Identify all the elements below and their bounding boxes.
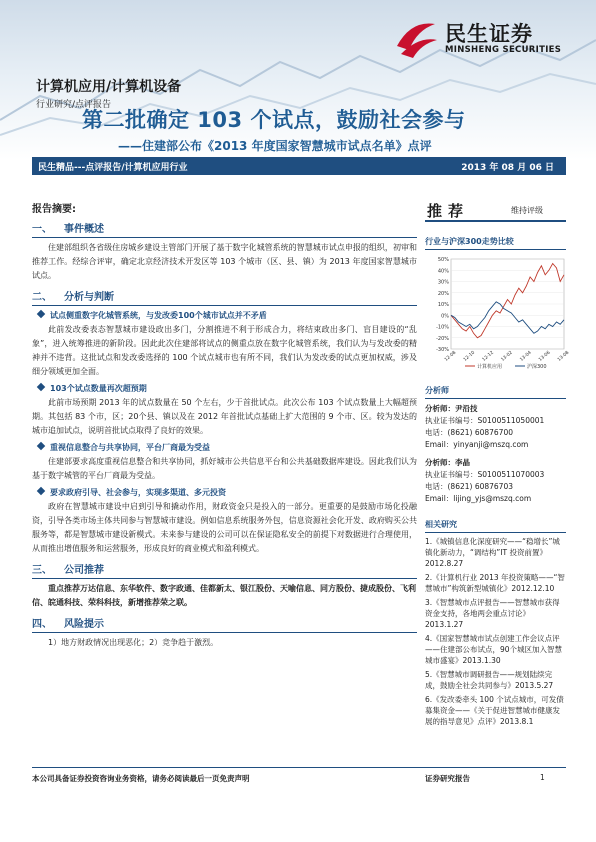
recommend-paragraph: 重点推荐万达信息、东华软件、数字政通、佳都新太、银江股份、天喻信息、同方股份、捷成股份、飞利信、皖通科技、荣科科技，新增推荐荣之联。 bbox=[32, 584, 416, 607]
x-tick-label: 13-04 bbox=[519, 350, 533, 363]
analyst-email[interactable]: Email：lijing_yjs@mszq.com bbox=[425, 494, 532, 503]
report-date: 2013 年 08 月 06 日 bbox=[461, 163, 554, 173]
analyst-cert: 执业证书编号：S0100511050001 bbox=[425, 416, 545, 425]
brand-name-en: MINSHENG SECURITIES bbox=[445, 45, 562, 55]
section-title: 分析与判断 bbox=[64, 292, 114, 303]
subheading-text: 要求政府引导、社会参与，实现多渠道、多元投资 bbox=[50, 488, 226, 497]
related-item[interactable]: 2.《计算机行业 2013 年投资策略——“智慧城市”构筑新型城镇化》2012.12.10 bbox=[425, 573, 565, 593]
analyst-phone: 电话：(8621) 60876700 bbox=[425, 428, 513, 437]
y-tick-label: 30% bbox=[437, 279, 449, 286]
diamond-bullet-icon bbox=[37, 442, 45, 450]
section-heading-recommend bbox=[32, 560, 417, 579]
analysis-paragraph: 此前市场预期 2013 年的试点数量在 50 个左右，少于首批试点。此次公布 103 个试点数量上大幅超预期。其包括 83 个市，区；20个县、镇以及在 2012 年首批试点基础上扩大范围的 9 个市、区。较为发达的城市追加试点，说明首批试点取得了良好的效果。 bbox=[32, 398, 417, 435]
subheading-text: 103个试点数量再次超预期 bbox=[50, 384, 147, 393]
analysis-paragraph: 此前发改委表态智慧城市建设政出多门，分割推进不利于形成合力，将结束政出多门、盲目建设的“乱象”，进入统筹推进的新阶段。因此此次住建部将试点的侧重点放在数字化城管系统，我们认为与发改委的精神并不违背。这批试点和发改委选择的 100 个试点城市也有所不同，我们认为发改委的试点更加权威，涉及细分领域更加全面。 bbox=[32, 325, 417, 376]
related-list bbox=[425, 536, 566, 727]
analyst-label: 分析师： bbox=[425, 458, 455, 467]
analysis-subheading bbox=[32, 309, 417, 323]
page-number: 1 bbox=[540, 773, 545, 782]
diamond-bullet-icon bbox=[37, 310, 45, 318]
footer-label: 证券研究报告 bbox=[425, 774, 470, 783]
related-item[interactable]: 4.《国家智慧城市试点创建工作会议点评——住建部公布试点，90个城区加入智慧城市盛宴》2013.1.30 bbox=[425, 634, 563, 665]
footer-disclaimer: 本公司具备证券投资咨询业务资格，请务必阅读最后一页免责声明 bbox=[32, 774, 250, 783]
section-heading-risk bbox=[32, 614, 417, 633]
analysis-paragraph: 住建部要求高度重视信息整合和共享协同，抓好城市公共信息平台和公共基础数据库建设。因此我们认为基于数字城管的平台厂商最为受益。 bbox=[32, 457, 417, 480]
diamond-bullet-icon bbox=[37, 487, 45, 495]
page-title: 第二批确定 103 个试点，鼓励社会参与 bbox=[82, 108, 466, 132]
y-tick-label: 50% bbox=[437, 257, 449, 263]
analyst-card bbox=[425, 403, 566, 451]
brand-logo-icon bbox=[391, 16, 439, 60]
analysis-subheading bbox=[32, 486, 417, 500]
analyst-cert: 执业证书编号：S0100511070003 bbox=[425, 470, 545, 479]
analysts-heading: 分析师 bbox=[425, 385, 566, 399]
analyst-name bbox=[425, 403, 566, 415]
diamond-bullet-icon bbox=[37, 383, 45, 391]
x-tick-label: 12-10 bbox=[462, 350, 477, 363]
analyst-phone: 电话：(8621) 60876703 bbox=[425, 482, 513, 491]
related-item[interactable]: 5.《智慧城市调研报告——规划陆续完成，鼓励全社会共同参与》2013.5.27 bbox=[425, 670, 554, 690]
page-subtitle: ——住建部公布《2013 年度国家智慧城市试点名单》点评 bbox=[118, 139, 432, 153]
trend-heading: 行业与沪深300走势比较 bbox=[425, 236, 566, 250]
related-item[interactable]: 6.《发改委牵头 100 个试点城市，可发债募集资金——《关于促进智慧城市健康发展的指导意见》点评》2013.8.1 bbox=[425, 695, 564, 726]
analyst-label: 分析师： bbox=[425, 404, 455, 413]
trend-chart bbox=[425, 253, 571, 373]
section-number: 四、 bbox=[32, 619, 52, 630]
brand-name: 民生证券 bbox=[445, 22, 533, 46]
related-item[interactable]: 1.《城镇信息化深度研究——“稳增长”城镇化新动力，“调结构”IT 投资前置》2012.8.27 bbox=[425, 537, 560, 568]
related-heading: 相关研究 bbox=[425, 519, 566, 533]
main-content bbox=[32, 200, 417, 650]
industry-label: 计算机应用/计算机设备 bbox=[36, 79, 182, 95]
section-number: 三、 bbox=[32, 565, 52, 576]
report-type: 行业研究/点评报告 bbox=[36, 100, 112, 110]
y-tick-label: 20% bbox=[437, 290, 449, 297]
brand-logo bbox=[391, 14, 576, 64]
rating-note: 维持评级 bbox=[511, 206, 543, 215]
header-bar bbox=[32, 157, 566, 175]
section-heading-event bbox=[32, 219, 417, 238]
section-heading-analysis bbox=[32, 287, 417, 306]
header-bar-label: 民生精品---点评报告/计算机应用行业 bbox=[38, 163, 188, 173]
y-tick-label: 0% bbox=[441, 313, 449, 320]
rating-box bbox=[425, 196, 566, 222]
section-title: 风险提示 bbox=[64, 619, 104, 630]
analysis-subheading bbox=[32, 441, 417, 455]
legend-label: 计算机应用 bbox=[477, 364, 503, 370]
subheading-text: 试点侧重数字化城管系统，与发改委100个城市试点并不矛盾 bbox=[50, 311, 267, 320]
section-paragraph: 住建部组织各省级住房城乡建设主管部门开展了基于数字化城管系统的智慧城市试点申报的组织，初审和推荐工作。经综合评审，确定北京经济技术开发区等 103 个城市（区、县、镇）为 2013 年度国家智慧城市试点。 bbox=[32, 243, 417, 280]
analysis-paragraph: 政府在智慧城市建设中启到引导和撬动作用，财政资金只是投入的一部分。更重要的是鼓励市场化投融资，引导各类市场主体共同参与智慧城市建设。例如信息系统服务外包，信息资源社会化开发、政府购买公共服务等，都是智慧城市建设新模式。未来参与建设的公司可以在保证隐私安全的前提下对数据进行合理使用，从而推出增值服务和运营服务，形成良好的商业模式和盈利模式。 bbox=[32, 502, 417, 553]
y-tick-label: 40% bbox=[437, 268, 449, 275]
sidebar bbox=[425, 196, 571, 727]
subheading-text: 重视信息整合与共享协同，平台厂商最为受益 bbox=[50, 443, 210, 452]
section-number: 一、 bbox=[32, 224, 52, 235]
y-tick-label: -10% bbox=[436, 324, 449, 331]
rating-value: 推荐 bbox=[427, 202, 470, 220]
section-title: 公司推荐 bbox=[64, 565, 104, 576]
footer-divider bbox=[32, 767, 566, 768]
analyst-name-value: 尹沿技 bbox=[455, 404, 478, 413]
y-tick-label: 10% bbox=[437, 302, 449, 308]
analyst-name bbox=[425, 457, 566, 469]
analysis-subheading bbox=[32, 382, 417, 396]
related-item[interactable]: 3.《智慧城市点评报告——智慧城市获得资金支持，各地两会重点讨论》2013.1.27 bbox=[425, 598, 560, 629]
x-tick-label: 13-08 bbox=[557, 350, 571, 363]
y-tick-label: -30% bbox=[436, 347, 449, 353]
x-tick-label: 12-08 bbox=[444, 350, 458, 363]
section-number: 二、 bbox=[32, 292, 52, 303]
y-tick-label: -20% bbox=[436, 335, 449, 342]
risk-paragraph: 1）地方财政情况出现恶化；2）竞争趋于激烈。 bbox=[48, 638, 219, 647]
legend-label: 沪深300 bbox=[527, 364, 547, 370]
x-tick-label: 12-12 bbox=[481, 350, 495, 363]
summary-heading: 报告摘要: bbox=[32, 204, 76, 215]
analyst-email[interactable]: Email：yinyanji@mszq.com bbox=[425, 440, 529, 449]
analyst-card bbox=[425, 457, 566, 505]
x-tick-label: 13-06 bbox=[538, 350, 552, 363]
x-tick-label: 13-02 bbox=[500, 350, 514, 363]
analyst-name-value: 李晶 bbox=[455, 458, 470, 467]
section-title: 事件概述 bbox=[64, 224, 104, 235]
